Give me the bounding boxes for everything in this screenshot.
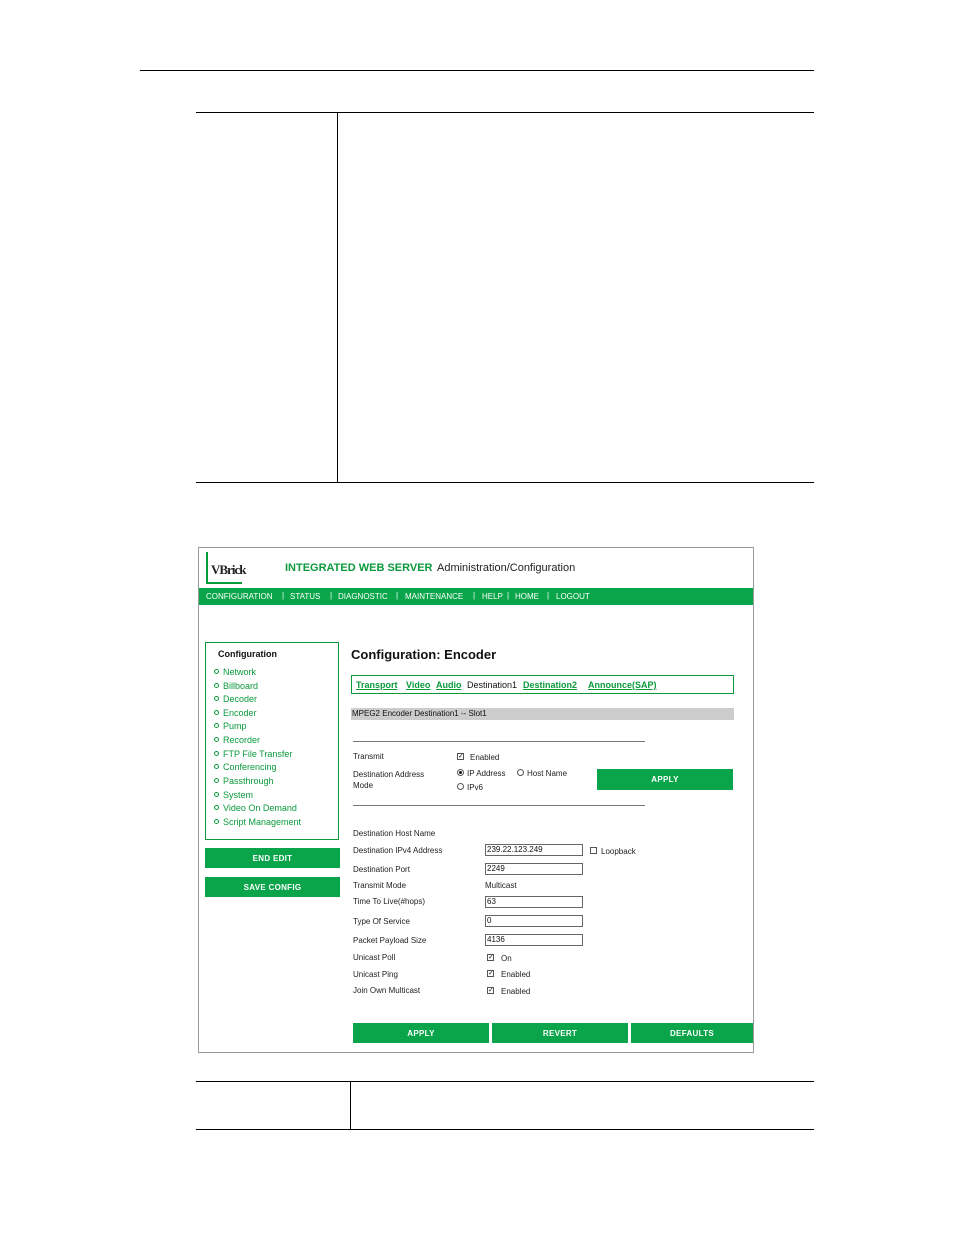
revert-button[interactable]: REVERT	[492, 1023, 628, 1043]
apply-mode-button[interactable]: APPLY	[597, 769, 733, 790]
tab-announce-sap[interactable]: Announce(SAP)	[588, 680, 657, 690]
ttl-input[interactable]: 63	[485, 896, 583, 908]
slot-label: MPEG2 Encoder Destination1 -- Slot1	[352, 709, 487, 718]
nav-home[interactable]: HOME	[515, 592, 539, 601]
join-multicast-checkbox[interactable]: ✓	[488, 987, 494, 994]
tab-transport[interactable]: Transport	[356, 680, 398, 690]
page-title: Configuration: Encoder	[351, 647, 497, 662]
bullet-icon	[214, 683, 219, 688]
tab-destination1[interactable]: Destination1	[467, 680, 518, 690]
loopback-checkbox[interactable]	[590, 847, 597, 854]
radio-ip-address[interactable]	[457, 769, 464, 776]
sidebar-item-conferencing[interactable]: Conferencing	[214, 762, 277, 772]
nav-configuration[interactable]: CONFIGURATION	[206, 592, 273, 601]
radio-ipv6-label: IPv6	[467, 783, 484, 792]
host-name-label: Destination Host Name	[353, 829, 436, 838]
unicast-poll-checkbox[interactable]: ✓	[488, 954, 494, 961]
bullet-icon	[214, 751, 219, 756]
transmit-value: Enabled	[470, 753, 500, 762]
unicast-ping-checkbox[interactable]: ✓	[488, 970, 494, 977]
ipv4-label: Destination IPv4 Address	[353, 846, 443, 855]
slot-header-bar	[351, 708, 734, 720]
save-config-button[interactable]: SAVE CONFIG	[205, 877, 340, 897]
nav-separator: |	[330, 591, 333, 600]
bullet-icon	[214, 723, 219, 728]
nav-separator: |	[547, 591, 550, 600]
unicast-poll-label: Unicast Poll	[353, 953, 396, 962]
sidebar-item-encoder[interactable]: Encoder	[214, 708, 257, 718]
unicast-ping-value: Enabled	[501, 970, 531, 979]
nav-help[interactable]: HELP	[482, 592, 503, 601]
join-multicast-value: Enabled	[501, 987, 531, 996]
nav-maintenance[interactable]: MAINTENANCE	[405, 592, 464, 601]
tos-label: Type Of Service	[353, 917, 410, 926]
sidebar-item-system[interactable]: System	[214, 790, 253, 800]
apply-button[interactable]: APPLY	[353, 1023, 489, 1043]
radio-host-name-label: Host Name	[527, 769, 568, 778]
header-title: INTEGRATED WEB SERVER	[285, 562, 433, 574]
transmit-checkbox[interactable]: ✓	[458, 753, 464, 760]
tab-bar	[351, 675, 734, 694]
sidebar-item-video-on-demand[interactable]: Video On Demand	[214, 803, 297, 813]
end-edit-button[interactable]: END EDIT	[205, 848, 340, 868]
sidebar-item-passthrough[interactable]: Passthrough	[214, 776, 274, 786]
bullet-icon	[214, 696, 219, 701]
nav-status[interactable]: STATUS	[290, 592, 321, 601]
transmit-mode-value: Multicast	[485, 881, 517, 890]
bullet-icon	[214, 792, 219, 797]
tab-destination2[interactable]: Destination2	[523, 680, 578, 690]
port-label: Destination Port	[353, 865, 410, 874]
sidebar-item-recorder[interactable]: Recorder	[214, 735, 260, 745]
ttl-label: Time To Live(#hops)	[353, 897, 426, 906]
radio-ipv6[interactable]	[457, 783, 464, 790]
top-nav-bar	[199, 588, 753, 605]
bullet-icon	[214, 737, 219, 742]
nav-logout[interactable]: LOGOUT	[556, 592, 590, 601]
page-header-rule	[140, 70, 814, 71]
sidebar-title: Configuration	[218, 649, 277, 659]
radio-host-name[interactable]	[517, 769, 524, 776]
tab-video[interactable]: Video	[406, 680, 431, 690]
ipv4-input[interactable]: 239.22.123.249	[485, 844, 583, 856]
bottom-table-top-border	[196, 1081, 814, 1082]
table-bottom-border	[196, 482, 814, 483]
tos-input[interactable]: 0	[485, 915, 583, 927]
sidebar-menu	[205, 642, 339, 840]
dest-mode-label: Destination Address	[353, 770, 425, 779]
nav-separator: |	[473, 591, 476, 600]
join-multicast-label: Join Own Multicast	[353, 986, 421, 995]
header-subtitle: Administration/Configuration	[437, 562, 576, 574]
nav-diagnostic[interactable]: DIAGNOSTIC	[338, 592, 388, 601]
sidebar-item-pump[interactable]: Pump	[214, 721, 247, 731]
transmit-mode-label: Transmit Mode	[353, 881, 407, 890]
encoder-config-screenshot	[198, 547, 754, 1053]
defaults-button[interactable]: DEFAULTS	[631, 1023, 753, 1043]
bullet-icon	[214, 805, 219, 810]
bullet-icon	[214, 819, 219, 824]
section-divider	[353, 741, 645, 742]
transmit-label: Transmit	[353, 752, 384, 761]
vbrick-logo: VBrick	[206, 552, 242, 584]
section-divider	[353, 805, 645, 806]
sidebar-item-billboard[interactable]: Billboard	[214, 681, 258, 691]
loopback-label: Loopback	[601, 847, 636, 856]
bullet-icon	[214, 778, 219, 783]
table-column-divider	[337, 112, 338, 482]
table-top-border	[196, 112, 814, 113]
payload-size-input[interactable]: 4136	[485, 934, 583, 946]
sidebar-item-decoder[interactable]: Decoder	[214, 694, 257, 704]
bottom-table-bottom-border	[196, 1129, 814, 1130]
sidebar-item-network[interactable]: Network	[214, 667, 256, 677]
radio-ip-address-label: IP Address	[467, 769, 506, 778]
port-input[interactable]: 2249	[485, 863, 583, 875]
dest-mode-label-2: Mode	[353, 781, 374, 790]
sidebar-item-script-management[interactable]: Script Management	[214, 817, 301, 827]
bullet-icon	[214, 764, 219, 769]
nav-separator: |	[282, 591, 285, 600]
bullet-icon	[214, 710, 219, 715]
unicast-poll-value: On	[501, 954, 512, 963]
sidebar-item-ftp-file-transfer[interactable]: FTP File Transfer	[214, 749, 292, 759]
nav-separator: |	[507, 591, 510, 600]
payload-size-label: Packet Payload Size	[353, 936, 427, 945]
tab-audio[interactable]: Audio	[436, 680, 462, 690]
nav-separator: |	[396, 591, 399, 600]
bottom-table-column-divider	[350, 1081, 351, 1129]
bullet-icon	[214, 669, 219, 674]
unicast-ping-label: Unicast Ping	[353, 970, 398, 979]
